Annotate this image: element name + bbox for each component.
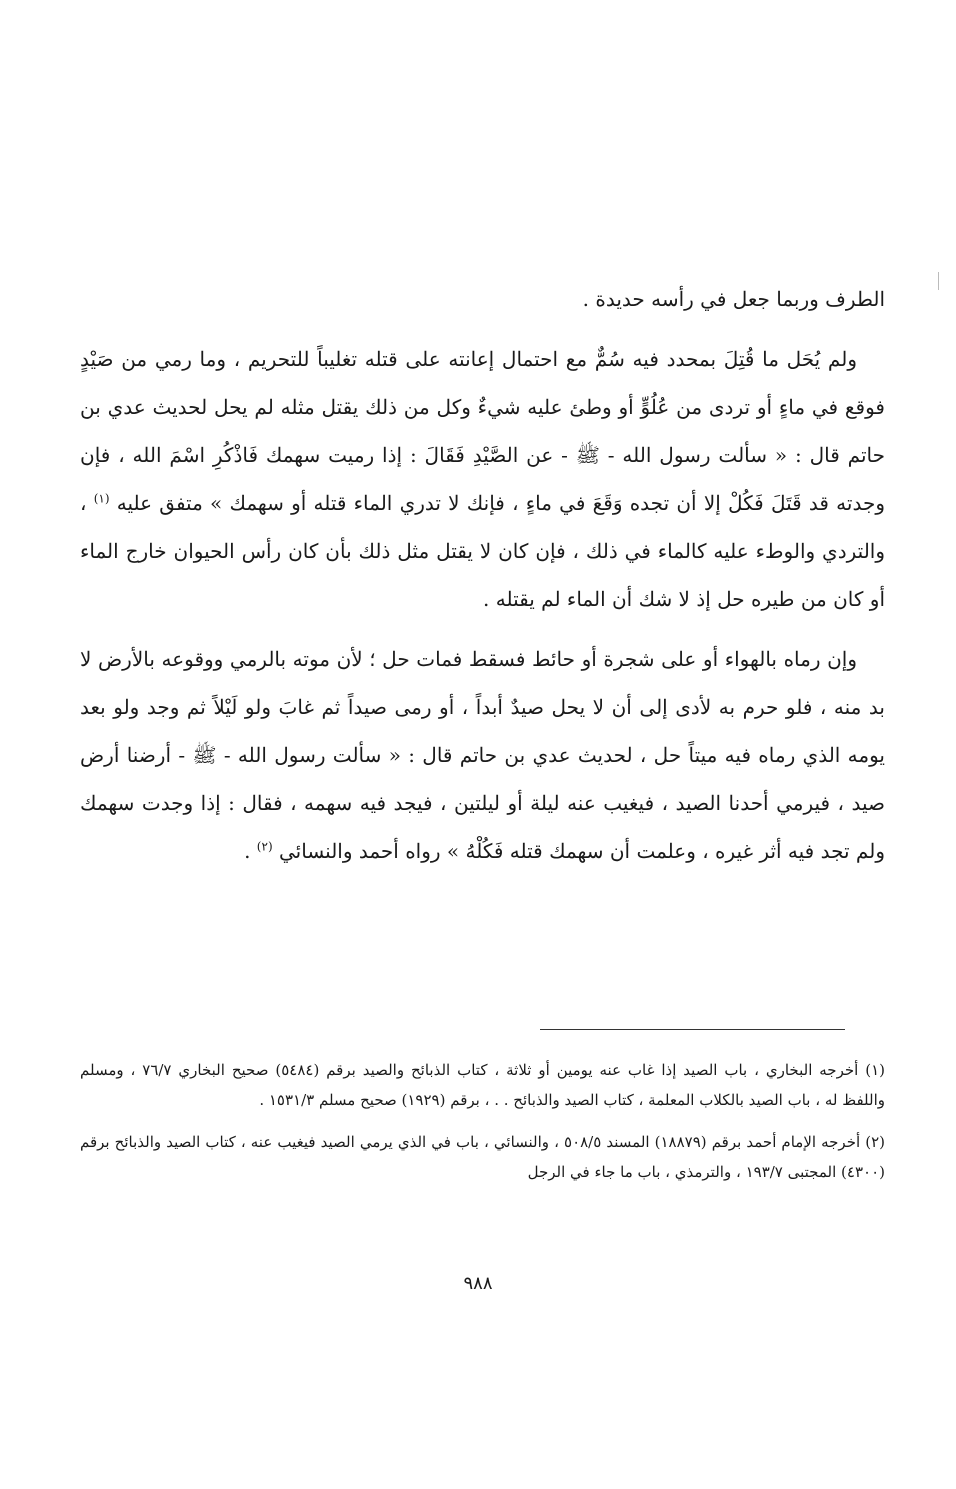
paragraph-text: . bbox=[244, 839, 251, 863]
paragraph-text: ، والتردي والوطء عليه كالماء في ذلك ، فإن كان لا يقتل مثل ذلك بأن كان رأس الحيوان خارج الماء أو كان من طيره حل إذ لا شك أن الماء لم يقتله . bbox=[80, 491, 885, 611]
footnote-1: (١) أخرجه البخاري ، باب الصيد إذا غاب عنه يومين أو ثلاثة ، كتاب الذبائح والصيد برقم (٥٤٨٤) صحيح البخاري ٧٦/٧ ، ومسلم واللفظ له ، باب الصيد بالكلاب المعلمة ، كتاب الصيد والذبائح . . ، برقم (١٩٢٩) صحيح مسلم ١٥٣١/٣ . bbox=[80, 1061, 885, 1109]
paragraph-hunting-poison bbox=[80, 335, 885, 623]
footnotes bbox=[80, 1055, 885, 1199]
scan-edge-mark bbox=[938, 272, 939, 290]
main-text bbox=[80, 275, 885, 887]
footnote-reference-1: (١) bbox=[93, 491, 110, 506]
paragraph-text: ولم يُحَل ما قُتِلَ بمحدد فيه سُمٌّ مع احتمال إعانته على قتله تغليباً للتحريم ، وما رمي من صَيْدٍ فوقع في ماءٍ أو تردى من عُلُوٍّ أو وطئ عليه شيءٌ وكل من ذلك يقتل مثله لم يحل لحديث عدي بن حاتم قال : « سألت رسول الله - ﷺ - عن الصَّيْدِ فَقَالَ : إذا رميت سهمك فَاذْكُرِ اسْمَ الله ، فإن وجدته قد قَتَلَ فَكُلْ إلا أن تجده وَقَعَ في ماءٍ ، فإنك لا تدري الماء قتله أو سهمك » متفق عليه bbox=[80, 347, 885, 515]
paragraph-text: وإن رماه بالهواء أو على شجرة أو حائط فسقط فمات حل ؛ لأن موته بالرمي ووقوعه بالأرض لا بد منه ، فلو حرم به لأدى إلى أن لا يحل صيدٌ أبداً ، أو رمى صيداً ثم غابَ ولو لَيْلاً ثم وجد ولو بعد يومه الذي رماه فيه ميتاً حل ، لحديث عدي بن حاتم قال : « سألت رسول الله - ﷺ - أرضنا أرض صيد ، فيرمي أحدنا الصيد ، فيغيب عنه ليلة أو ليلتين ، فيجد فيه سهمه ، فقال : إذا وجدت سهمك ولم تجد فيه أثر غيره ، وعلمت أن سهمك قتله فَكُلْهُ » رواه أحمد والنسائي bbox=[80, 647, 886, 863]
footnote-reference-2: (٢) bbox=[256, 839, 273, 854]
footnote-separator bbox=[540, 1029, 845, 1030]
paragraph-continuation: الطرف وربما جعل في رأسه حديدة . bbox=[582, 287, 885, 311]
footnote-2: (٢) أخرجه الإمام أحمد برقم (١٨٨٧٩) المسند ٥٠٨/٥ ، والنسائي ، باب في الذي يرمي الصيد فيغيب عنه ، كتاب الصيد والذبائح برقم (٤٣٠٠) المجتبى ١٩٣/٧ ، والترمذي ، باب ما جاء في الرجل bbox=[80, 1133, 885, 1181]
page-number: ٩٨٨ bbox=[463, 1273, 493, 1294]
paragraph-shooting-in-air bbox=[80, 635, 885, 875]
